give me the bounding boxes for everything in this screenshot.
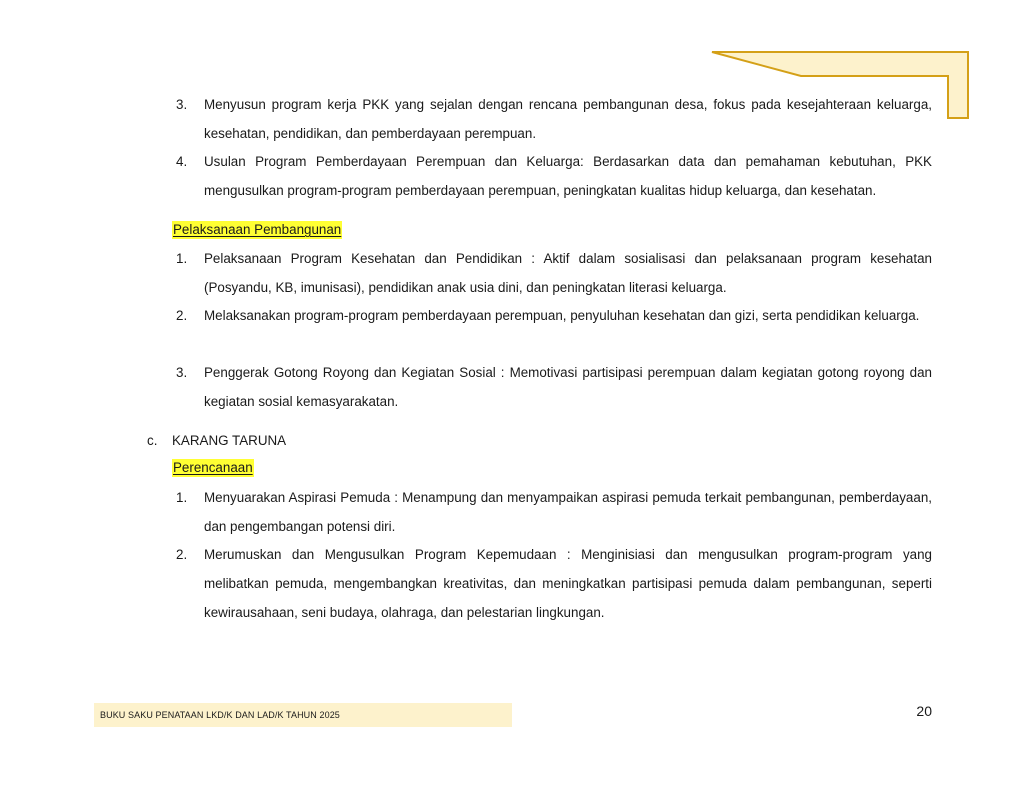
list-number: 3. — [176, 365, 188, 380]
section-heading-pelaksanaan: Pelaksanaan Pembangunan — [173, 222, 342, 237]
footer-title: BUKU SAKU PENATAAN LKD/K DAN LAD/K TAHUN 2025 — [100, 710, 340, 720]
list-item: Menyuarakan Aspirasi Pemuda : Menampung dan menyampaikan aspirasi pemuda terkait pembangunan, pemberdayaan, dan pengembangan potensi diri. — [204, 490, 932, 534]
list-item: Merumuskan dan Mengusulkan Program Kepemudaan : Menginisiasi dan mengusulkan program-program yang melibatkan pemuda, mengembangkan kreativitas, dan meningkatkan partisipasi pemuda dalam pembangunan, seperti kewirausahaan, seni budaya, olahraga, dan pelestarian lingkungan. — [204, 547, 932, 620]
list-number: 1. — [176, 490, 188, 505]
section-letter: c. — [147, 433, 158, 448]
page-number: 20 — [916, 703, 932, 719]
section-title-karang-taruna: KARANG TARUNA — [172, 433, 287, 448]
list-item: Menyusun program kerja PKK yang sejalan dengan rencana pembangunan desa, fokus pada kesejahteraan keluarga, kesehatan, pendidikan, dan pemberdayaan perempuan. — [204, 97, 932, 141]
list-number: 3. — [176, 97, 188, 112]
list-number: 2. — [176, 547, 188, 562]
section-heading-perencanaan: Perencanaan — [173, 460, 253, 475]
list-number: 1. — [176, 251, 188, 266]
list-item: Melaksanakan program-program pemberdayaan perempuan, penyuluhan kesehatan dan gizi, serta pendidikan keluarga. — [204, 308, 920, 323]
list-number: 2. — [176, 308, 188, 323]
list-item: Pelaksanaan Program Kesehatan dan Pendidikan : Aktif dalam sosialisasi dan pelaksanaan program kesehatan (Posyandu, KB, imunisasi), pendidikan anak usia dini, dan peningkatan literasi keluarga. — [204, 251, 932, 295]
list-item: Usulan Program Pemberdayaan Perempuan dan Keluarga: Berdasarkan data dan pemahaman kebutuhan, PKK mengusulkan program-program pemberdayaan perempuan, peningkatan kualitas hidup keluarga, dan kesehatan. — [204, 154, 932, 198]
list-item: Penggerak Gotong Royong dan Kegiatan Sosial : Memotivasi partisipasi perempuan dalam kegiatan gotong royong dan kegiatan sosial kemasyarakatan. — [204, 365, 932, 409]
list-number: 4. — [176, 154, 188, 169]
